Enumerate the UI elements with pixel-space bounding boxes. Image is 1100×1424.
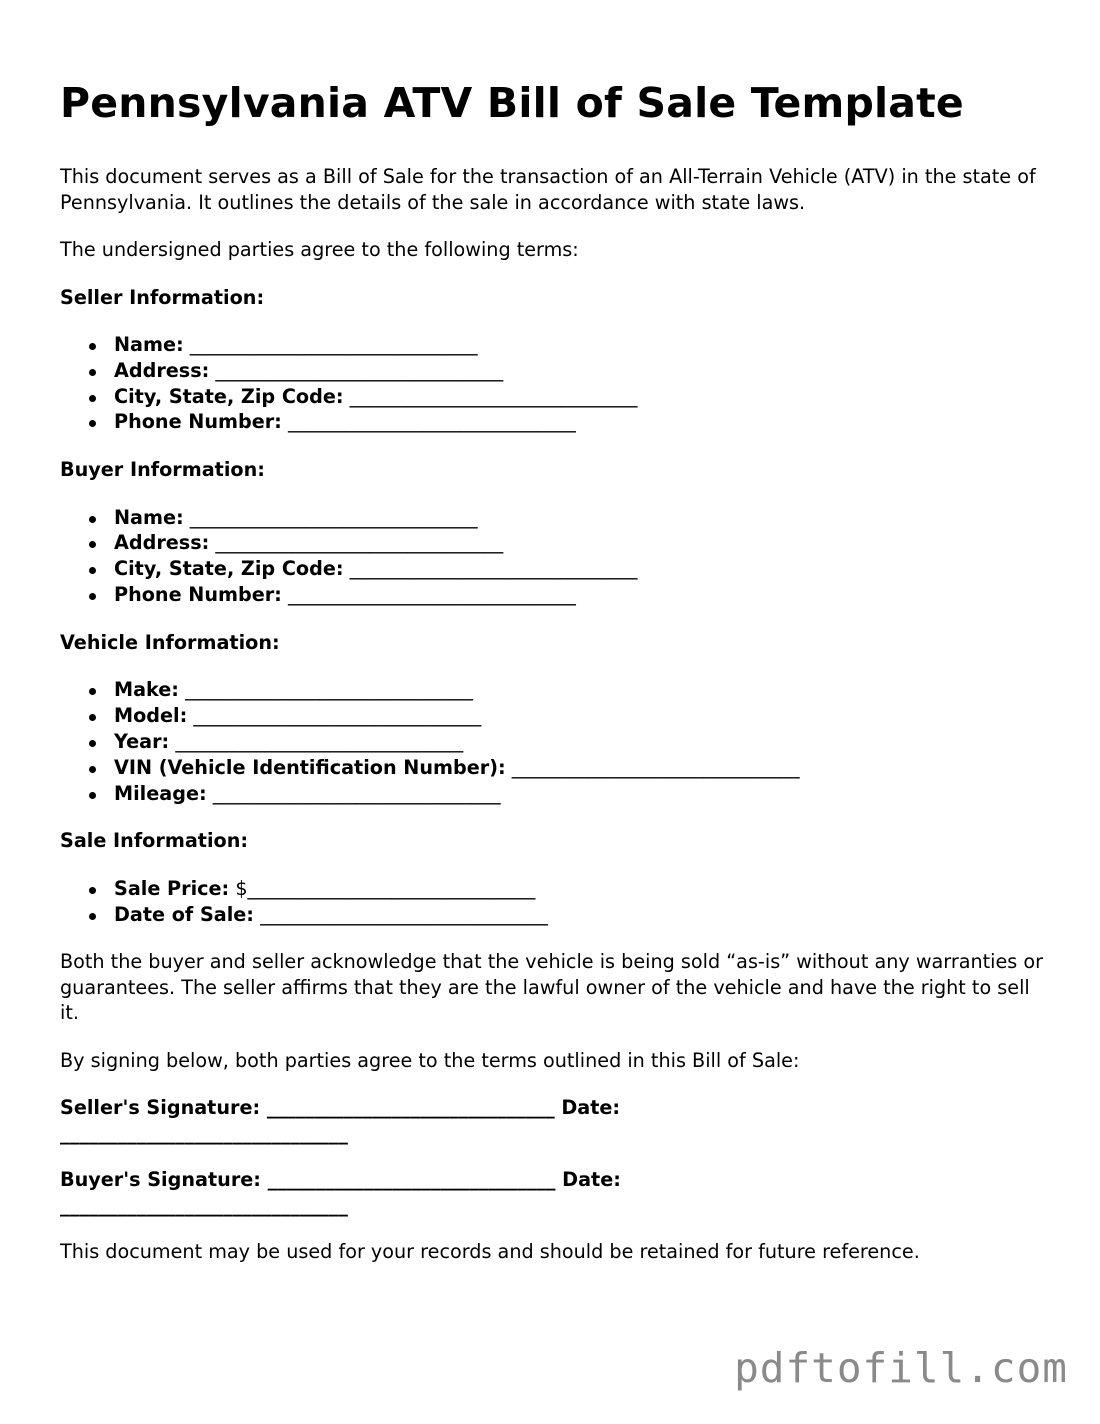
buyer-city-state-zip-field[interactable]: City, State, Zip Code: ______________________________	[114, 556, 1050, 582]
buyer-fields	[60, 505, 1050, 608]
footer-paragraph: This document may be used for your records and should be retained for future reference.	[60, 1240, 920, 1264]
seller-name-field[interactable]: Name: ______________________________	[114, 332, 1050, 358]
vehicle-vin-field[interactable]: VIN (Vehicle Identification Number): ______________________________	[114, 755, 1050, 781]
buyer-phone-field[interactable]: Phone Number: ______________________________	[114, 582, 1050, 608]
vehicle-year-field[interactable]: Year: ______________________________	[114, 729, 1050, 755]
seller-fields	[60, 332, 1050, 435]
vehicle-fields	[60, 677, 1050, 806]
sale-price-field[interactable]: Sale Price: $______________________________	[114, 876, 1050, 902]
sale-heading: Sale Information:	[60, 829, 249, 853]
seller-signature-line[interactable]: Seller's Signature: ______________________________ Date: ______________________________	[60, 1096, 621, 1145]
watermark-text: pdftofill.com	[734, 1344, 1068, 1392]
terms-paragraph: The undersigned parties agree to the following terms:	[60, 238, 579, 261]
signing-paragraph: By signing below, both parties agree to the terms outlined in this Bill of Sale:	[60, 1048, 800, 1072]
seller-address-field[interactable]: Address: ______________________________	[114, 358, 1050, 384]
vehicle-model-field[interactable]: Model: ______________________________	[114, 703, 1050, 729]
buyer-signature-line[interactable]: Buyer's Signature: ______________________________ Date: ______________________________	[60, 1168, 621, 1217]
page-title: Pennsylvania ATV Bill of Sale Template	[60, 79, 964, 127]
buyer-address-field[interactable]: Address: ______________________________	[114, 530, 1050, 556]
document-page	[60, 76, 1050, 1287]
acknowledgement-paragraph: Both the buyer and seller acknowledge that the vehicle is being sold “as-is” without any warranties or guarantees. The seller affirms that they are the lawful owner of the vehicle and have the right to sell it.	[60, 950, 1044, 1025]
seller-heading: Seller Information:	[60, 285, 265, 309]
sale-fields	[60, 876, 1050, 928]
intro-paragraph: This document serves as a Bill of Sale for the transaction of an All-Terrain Vehicle (ATV) in the state of Pennsylvania. It outlines the details of the sale in accordance with state laws.	[60, 165, 1036, 214]
buyer-heading: Buyer Information:	[60, 458, 265, 482]
vehicle-mileage-field[interactable]: Mileage: ______________________________	[114, 781, 1050, 807]
buyer-name-field[interactable]: Name: ______________________________	[114, 505, 1050, 531]
vehicle-heading: Vehicle Information:	[60, 630, 280, 654]
seller-phone-field[interactable]: Phone Number: ______________________________	[114, 409, 1050, 435]
vehicle-make-field[interactable]: Make: ______________________________	[114, 677, 1050, 703]
sale-date-field[interactable]: Date of Sale: ______________________________	[114, 902, 1050, 928]
seller-city-state-zip-field[interactable]: City, State, Zip Code: ______________________________	[114, 384, 1050, 410]
